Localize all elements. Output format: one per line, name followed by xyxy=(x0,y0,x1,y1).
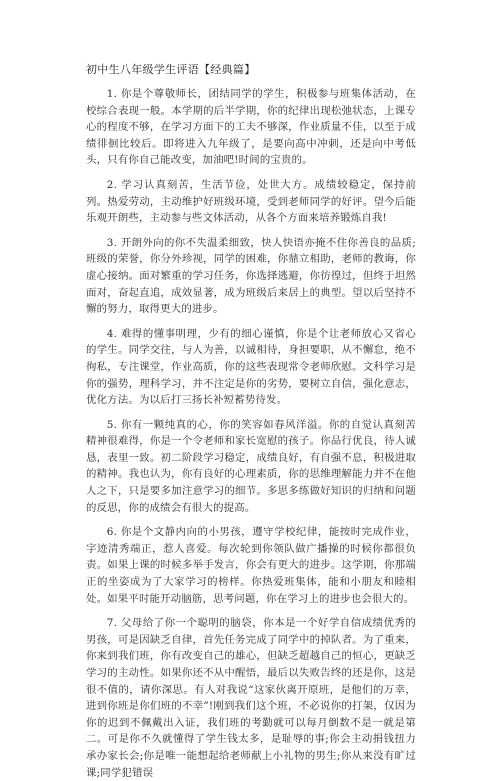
comment-paragraph-2: 2. 学习认真刻苦，生活节俭，处世大方。成绩较稳定，保持前列。热爱劳动，主动维护好班级环境，受到老师同学的好评。望今后能乐观开朗些，主动参与些文体活动，从各个方面来培养锻炼自我! xyxy=(86,178,416,225)
comment-paragraph-1: 1. 你是个尊敬师长，团结同学的学生，积极参与班集体活动，在校综合表现一般。本学期的后半学期，你的纪律出现松弛状态，上课专心的程度不够，在学习方面下的工夫不够深，作业质量不佳，以至于成绩徘徊比较后。即将进入九年级了，是要向高中冲刺，还是向中考低头，只有你自己能改变，加油吧!时间的宝贵的。 xyxy=(86,88,416,167)
comment-paragraph-7: 7. 父母给了你一个聪明的脑袋，你本是一个好学自信成绩优秀的男孩，可是因缺乏自律，首先任务完成了同学中的掉队者。为了重来，你来到我们班，你有改变自己的雄心，但缺乏超越自己的恒心，更缺乏学习的主动性。如果你还不从中醒悟，最后以失败告终的还是你，这是很不值的，请你深思。有人对我说“这家伙离开原班，是他们的万幸，进到你班是你们班的不幸”!刚到我们这个班，不必说你的打架，仅因为你的迟到不佩戴出入证，我们班的考勤就可以每月倒数不是一就是第二。可是你不久就懂得了学生钱太多，是耻辱的事;你会主动捐钱扭力承办家长会;你是唯一能想起给老师献上小礼物的男生;你从来没有旷过课;同学犯错误 xyxy=(86,617,416,779)
comment-paragraph-6: 6. 你是个文静内向的小男孩，遵守学校纪律，能按时完成作业，字迹清秀端正，惹人喜爱。每次轮到你领队做广播操的时候你都很负责。如果上课的时候多举手发言，你会有更大的进步。这学期，你那端正的坐姿成为了大家学习的榜样。你热爱班集体，能和小朋友和睦相处。如果平时能开动脑筋，思考问题，你在学习上的进步也会很大的。 xyxy=(86,526,416,605)
comment-paragraph-3: 3. 开朗外向的你不失温柔细致，快人快语亦掩不住你善良的品质;班级的荣誉，你分外珍视，同学的困难，你鼎立相助，老师的教诲，你虚心接纳。面对繁重的学习任务，你选择逃避，你彷徨过，但终于坦然面对，奋起直追，成效显著，成为班级后来居上的典型。望以后坚持不懈的努力，取得更大的进步。 xyxy=(86,236,416,316)
comment-paragraph-5: 5. 你有一颗纯真的心，你的笑容如春风洋溢。你的自觉认真刻苦精神很难得，你是一个令老师和家长宽慰的孩子。你品行优良，待人诚恳，表里一致。初二阶段学习稳定，成绩良好，有自强不息，积极进取的精神。我也认为，你有良好的心理素质，你的思维理解能力并不在他人之下，只是要多加注意学习的细节。多思多练做好知识的归纳和问题的反思，你的成绩会有很大的提高。 xyxy=(86,418,416,514)
document-title: 初中生八年级学生评语【经典篇】 xyxy=(86,63,256,76)
comment-paragraph-4: 4. 难得的懂事明理，少有的细心谨慎，你是个让老师放心又省心的学生。同学交往，与人为善，以诚相待，身担要职，从不懈怠，绝不徇私，专注课堂，作业高质，你的这些表现常令老师欣慰。文科学习是你的强势，理科学习，并不注定是你的劣势，要树立自信，强化意志，优化方法。为以后打三扬长补短蓄势待发。 xyxy=(86,327,416,407)
